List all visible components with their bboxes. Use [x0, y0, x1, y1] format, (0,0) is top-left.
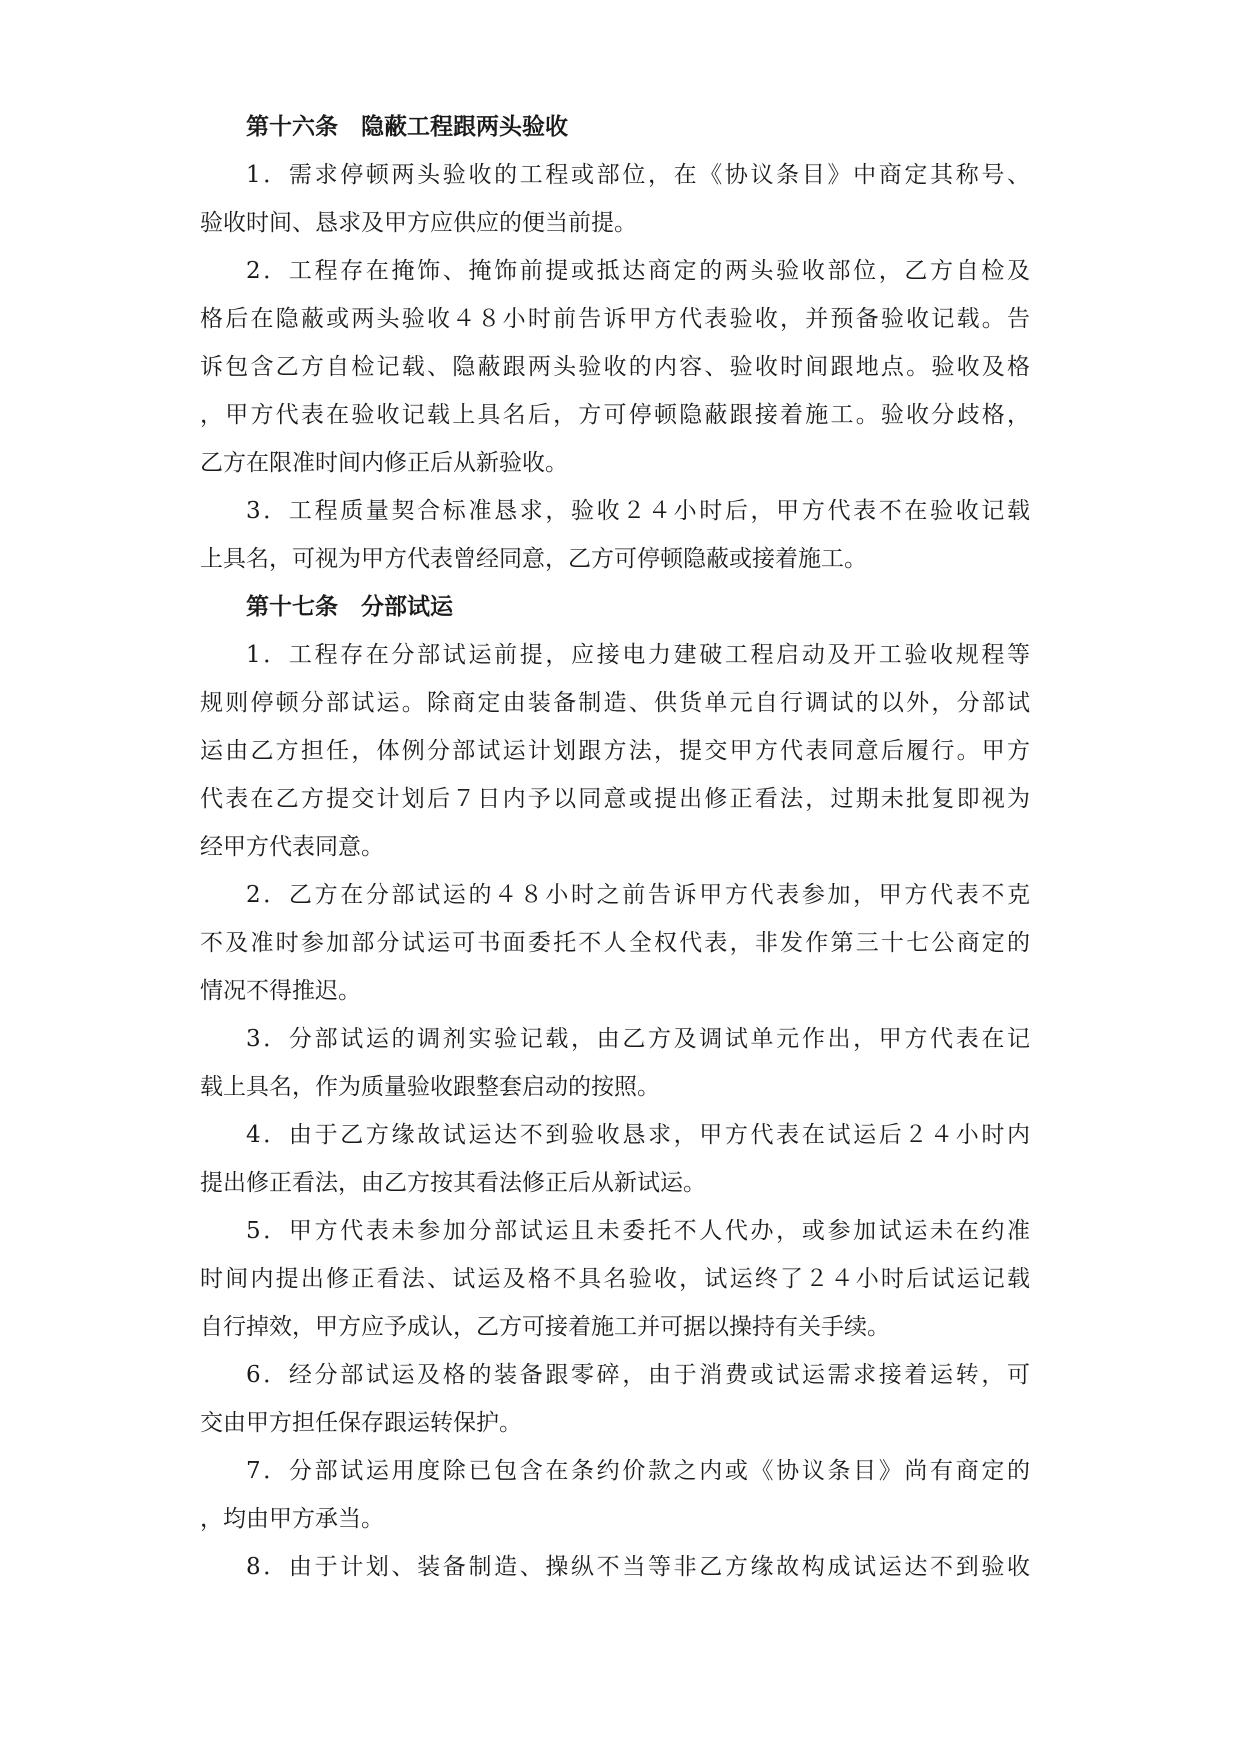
section-17-paragraph-2: [200, 871, 1030, 1015]
section-17-paragraph-1: [200, 631, 1030, 871]
text-line: 情况不得推迟。: [200, 978, 361, 1004]
text-line: 4．由于乙方缘故试运达不到验收恳求，甲方代表在试运后２４小时内: [246, 1122, 1030, 1148]
text-line: 诉包含乙方自检记载、隐蔽跟两头验收的内容、验收时间跟地点。验收及格: [200, 354, 1030, 380]
text-line: 3．工程质量契合标准恳求，验收２４小时后，甲方代表不在验收记载: [246, 498, 1030, 524]
text-line: 1．需求停顿两头验收的工程或部位，在《协议条目》中商定其称号、: [246, 162, 1030, 188]
document-body: [200, 103, 1030, 1591]
text-line: 1．工程存在分部试运前提，应接电力建破工程启动及开工验收规程等: [246, 642, 1030, 668]
section-17-paragraph-4: [200, 1111, 1030, 1207]
text-line: 载上具名，作为质量验收跟整套启动的按照。: [200, 1074, 660, 1100]
section-16-heading: 第十六条 隐蔽工程跟两头验收: [246, 114, 568, 140]
text-line: 经甲方代表同意。: [200, 834, 384, 860]
text-line: 规则停顿分部试运。除商定由装备制造、供货单元自行调试的以外，分部试: [200, 690, 1030, 716]
text-line: 2．工程存在掩饰、掩饰前提或抵达商定的两头验收部位，乙方自检及: [246, 258, 1030, 284]
section-17-heading: 第十七条 分部试运: [246, 594, 453, 620]
text-line: 8．由于计划、装备制造、操纵不当等非乙方缘故构成试运达不到验收: [246, 1554, 1030, 1580]
section-16-paragraph-2: [200, 247, 1030, 487]
section-17-paragraph-5: [200, 1207, 1030, 1351]
text-line: 5．甲方代表未参加分部试运且未委托不人代办，或参加试运未在约准: [246, 1218, 1030, 1244]
text-line: 6．经分部试运及格的装备跟零碎，由于消费或试运需求接着运转，可: [246, 1362, 1030, 1388]
text-line: ，甲方代表在验收记载上具名后，方可停顿隐蔽跟接着施工。验收分歧格，: [200, 402, 1030, 428]
section-16-paragraph-3: [200, 487, 1030, 583]
section-17-paragraph-7: [200, 1447, 1030, 1543]
text-line: 时间内提出修正看法、试运及格不具名验收，试运终了２４小时后试运记载: [200, 1266, 1030, 1292]
section-17-paragraph-8: [200, 1543, 1030, 1591]
text-line: 格后在隐蔽或两头验收４８小时前告诉甲方代表验收，并预备验收记载。告: [200, 306, 1030, 332]
text-line: 运由乙方担任，体例分部试运计划跟方法，提交甲方代表同意后履行。甲方: [200, 738, 1030, 764]
text-line: 2．乙方在分部试运的４８小时之前告诉甲方代表参加，甲方代表不克: [246, 882, 1030, 908]
section-16-paragraph-1: [200, 151, 1030, 247]
section-17-paragraph-6: [200, 1351, 1030, 1447]
text-line: 不及准时参加部分试运可书面委托不人全权代表，非发作第三十七公商定的: [200, 930, 1030, 956]
section-17-paragraph-3: [200, 1015, 1030, 1111]
text-line: 3．分部试运的调剂实验记载，由乙方及调试单元作出，甲方代表在记: [246, 1026, 1030, 1052]
text-line: 乙方在限准时间内修正后从新验收。: [200, 450, 568, 476]
text-line: 交由甲方担任保存跟运转保护。: [200, 1410, 522, 1436]
text-line: ，均由甲方承当。: [200, 1506, 384, 1532]
text-line: 代表在乙方提交计划后７日内予以同意或提出修正看法，过期未批复即视为: [200, 786, 1030, 812]
text-line: 提出修正看法，由乙方按其看法修正后从新试运。: [200, 1170, 706, 1196]
text-line: 7．分部试运用度除已包含在条约价款之内或《协议条目》尚有商定的: [246, 1458, 1030, 1484]
text-line: 自行掉效，甲方应予成认，乙方可接着施工并可据以操持有关手续。: [200, 1314, 890, 1340]
text-line: 上具名，可视为甲方代表曾经同意，乙方可停顿隐蔽或接着施工。: [200, 546, 867, 572]
text-line: 验收时间、恳求及甲方应供应的便当前提。: [200, 210, 637, 236]
